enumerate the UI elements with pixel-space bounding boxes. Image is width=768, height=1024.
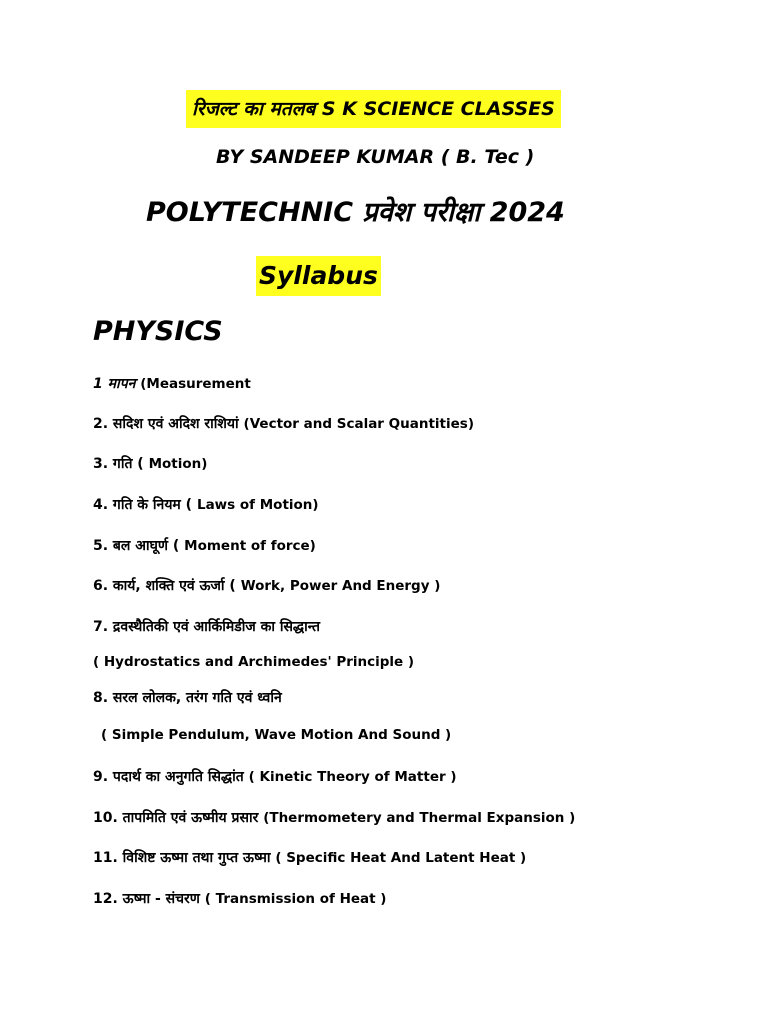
topic-item-10 — [93, 806, 575, 830]
topic-hindi: 11. विशिष्ट ऊष्मा तथा गुप्त ऊष्मा — [93, 850, 271, 866]
topic-english: Work, Power And Energy ) — [240, 578, 441, 594]
topic-english: ( Simple Pendulum, Wave Motion And Sound ) — [101, 727, 452, 743]
topic-hindi: 10. तापमिति एवं ऊष्मीय प्रसार — [93, 810, 259, 826]
topic-hindi: 1 मापन — [93, 376, 136, 392]
topic-hindi: 5. बल आघूर्ण ( — [93, 538, 180, 554]
topic-item-4 — [93, 493, 319, 517]
subject-heading: PHYSICS — [93, 316, 223, 347]
topic-hindi: 12. ऊष्मा - संचरण — [93, 891, 200, 907]
syllabus-label: Syllabus — [256, 256, 381, 296]
topic-english: (Thermometery and Thermal Expansion ) — [263, 810, 576, 826]
topic-english: Laws of Motion) — [196, 497, 319, 513]
topic-hindi: 3. गति ( — [93, 456, 144, 472]
topic-hindi: 7. द्रवस्थैतिकी एवं आर्किमिडीज का सिद्धान्त — [93, 619, 321, 635]
topic-hindi: 2. सदिश एवं अदिश राशियां — [93, 416, 239, 432]
topic-english: Motion) — [148, 456, 208, 472]
topic-english: ( Kinetic Theory of Matter ) — [248, 769, 457, 785]
topic-item-12 — [93, 887, 386, 911]
topic-item-8 — [93, 686, 451, 746]
topic-item-9 — [93, 765, 457, 789]
institute-banner: रिजल्ट का मतलब S K SCIENCE CLASSES — [186, 90, 561, 128]
exam-title: POLYTECHNIC प्रवेश परीक्षा 2024 — [146, 197, 565, 228]
topic-hindi: 4. गति के नियम ( — [93, 497, 193, 513]
topic-item-11 — [93, 846, 526, 870]
topic-item-2 — [93, 412, 474, 436]
topic-item-1 — [93, 372, 251, 396]
topic-item-5 — [93, 534, 316, 558]
author-byline: BY SANDEEP KUMAR ( B. Tec ) — [216, 146, 535, 168]
topic-english: ( Hydrostatics and Archimedes' Principle ) — [93, 654, 415, 670]
topic-hindi: 8. सरल लोलक, तरंग गति एवं ध्वनि — [93, 690, 282, 706]
topic-english: ( Transmission of Heat ) — [204, 891, 387, 907]
topic-english: ( Specific Heat And Latent Heat ) — [275, 850, 527, 866]
topic-hindi: 9. पदार्थ का अनुगति सिद्धांत — [93, 769, 244, 785]
topic-item-6 — [93, 574, 440, 598]
topic-item-3 — [93, 452, 207, 476]
topic-english: (Vector and Scalar Quantities) — [243, 416, 475, 432]
topic-hindi: 6. कार्य, शक्ति एवं ऊर्जा ( — [93, 578, 236, 594]
topic-item-7 — [93, 615, 414, 673]
topic-english: (Measurement — [140, 376, 251, 392]
topic-english: Moment of force) — [184, 538, 316, 554]
